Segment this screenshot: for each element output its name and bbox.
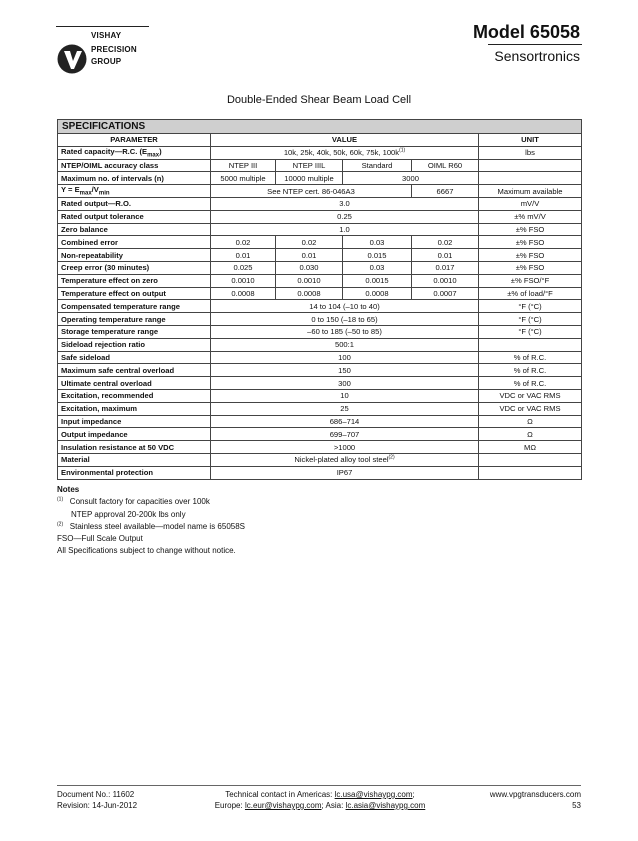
row-value: NTEP IIIL (276, 159, 343, 172)
page-number: 53 (572, 801, 581, 810)
row-value: Standard (343, 159, 412, 172)
footer-rule (57, 785, 581, 786)
row-unit: mV/V (479, 197, 582, 210)
note-2: $^{(2)}$ Stainless steel available—model name is 65058S (57, 521, 246, 531)
row-value: 0.03 (343, 236, 412, 249)
table-row (58, 313, 582, 326)
table-row (58, 364, 582, 377)
row-value: 1.0 (211, 223, 479, 236)
contact-line-1: Technical contact in Americas: lc.usa@vishaypg.com; (225, 790, 415, 799)
row-unit: Ω (479, 428, 582, 441)
revision-date: Revision: 14-Jun-2012 (57, 801, 138, 810)
table-row (58, 146, 582, 159)
row-value: 500:1 (211, 338, 479, 351)
row-unit: °F (°C) (479, 300, 582, 313)
row-label: Environmental protection (58, 466, 211, 479)
row-value: 0.0015 (343, 274, 412, 287)
website-link[interactable]: www.vpgtransducers.com (489, 790, 581, 799)
table-row (58, 441, 582, 454)
vishay-logo-icon (57, 44, 87, 74)
row-label: Safe sideload (58, 351, 211, 364)
footer-center (180, 789, 460, 811)
table-row (58, 300, 582, 313)
table-row (58, 287, 582, 300)
row-value: 699–707 (211, 428, 479, 441)
row-unit: Ω (479, 415, 582, 428)
row-value: 0.01 (211, 249, 276, 262)
row-value: 10k, 25k, 40k, 50k, 60k, 75k, $100k^{(1)}$ (211, 146, 479, 159)
row-value: 10 (211, 389, 479, 402)
table-row (58, 466, 582, 479)
row-label: Material (58, 453, 211, 466)
table-row (58, 185, 582, 198)
table-row (58, 197, 582, 210)
contact-line-2: Europe: lc.eur@vishaypg.com; Asia: lc.asia@vishaypg.com (214, 801, 426, 810)
email-link-asia[interactable]: lc.asia@vishaypg.com (345, 801, 426, 810)
footer-left (57, 789, 137, 811)
row-unit: lbs (479, 146, 582, 159)
table-row (58, 223, 582, 236)
table-row (58, 274, 582, 287)
table-row (58, 377, 582, 390)
row-unit (479, 338, 582, 351)
row-value: 0.0010 (211, 274, 276, 287)
row-label: Non-repeatability (58, 249, 211, 262)
col-header-unit: UNIT (479, 134, 582, 147)
row-value: 6667 (412, 185, 479, 198)
note-1: $^{(1)}$ Consult factory for capacities over 100k (57, 496, 210, 507)
header-rule (488, 44, 582, 45)
row-unit (479, 466, 582, 479)
row-value: 0.0010 (276, 274, 343, 287)
row-value: OIML R60 (412, 159, 479, 172)
table-row (58, 261, 582, 274)
row-label: Combined error (58, 236, 211, 249)
table-row (58, 172, 582, 185)
row-value: Nickel-plated alloy tool steel$^{(2)}$ (211, 453, 479, 466)
row-value: 14 to 104 (–10 to 40) (211, 300, 479, 313)
row-value: 300 (211, 377, 479, 390)
row-value: 0.025 (211, 261, 276, 274)
product-caption: Double-Ended Shear Beam Load Cell (226, 94, 412, 106)
row-label: Creep error (30 minutes) (58, 261, 211, 274)
table-row (58, 402, 582, 415)
row-label: Insulation resistance at 50 VDC (58, 441, 211, 454)
page-subtitle: Sensortronics (494, 48, 580, 64)
row-value: 0.02 (276, 236, 343, 249)
table-row (58, 389, 582, 402)
row-value: 0.02 (211, 236, 276, 249)
document-number: Document No.: 11602 (57, 790, 135, 799)
row-value: 0.25 (211, 210, 479, 223)
column-header-row (58, 134, 582, 147)
row-label: Input impedance (58, 415, 211, 428)
col-header-parameter: PARAMETER (58, 134, 211, 147)
logo-company-line2: PRECISION (91, 45, 137, 54)
row-value: 0.0010 (412, 274, 479, 287)
email-link-americas[interactable]: lc.usa@vishaypg.com (334, 790, 413, 799)
row-label: Rated output—R.O. (58, 197, 211, 210)
row-unit: % of R.C. (479, 351, 582, 364)
row-value: 5000 multiple (211, 172, 276, 185)
row-label: Temperature effect on zero (58, 274, 211, 287)
row-value: 0.0008 (343, 287, 412, 300)
row-unit: ±% FSO (479, 223, 582, 236)
note-disclaimer: All Specifications subject to change without notice. (57, 546, 236, 556)
table-row (58, 338, 582, 351)
row-value: 0.0007 (412, 287, 479, 300)
notes-section (57, 484, 245, 558)
row-label: Operating temperature range (58, 313, 211, 326)
row-value: 0 to 150 (–18 to 65) (211, 313, 479, 326)
notes-heading: Notes (57, 485, 80, 494)
row-value: 0.02 (412, 236, 479, 249)
row-value: See NTEP cert. 86-046A3 (211, 185, 412, 198)
row-label: Output impedance (58, 428, 211, 441)
table-row (58, 428, 582, 441)
row-value: 0.01 (412, 249, 479, 262)
row-label: Storage temperature range (58, 325, 211, 338)
logo-company-line1: VISHAY (91, 31, 122, 40)
row-value: IP67 (211, 466, 479, 479)
row-unit: °F (°C) (479, 325, 582, 338)
table-row (58, 325, 582, 338)
row-label: Maximum no. of intervals (n) (58, 172, 211, 185)
note-fso: FSO—Full Scale Output (57, 534, 143, 544)
row-label: Rated output tolerance (58, 210, 211, 223)
row-value: –60 to 185 (–50 to 85) (211, 325, 479, 338)
col-header-value: VALUE (211, 134, 479, 147)
row-unit (479, 159, 582, 172)
note-1-line2: NTEP approval 20-200k lbs only (71, 509, 186, 519)
row-unit: ±% FSO/°F (479, 274, 582, 287)
table-row (58, 453, 582, 466)
row-unit: ±% FSO (479, 249, 582, 262)
row-value: 150 (211, 364, 479, 377)
row-label: Maximum safe central overload (58, 364, 211, 377)
row-unit: % of R.C. (479, 377, 582, 390)
row-value: 3000 (343, 172, 479, 185)
row-unit: °F (°C) (479, 313, 582, 326)
row-unit: Maximum available (479, 185, 582, 198)
table-row (58, 415, 582, 428)
row-unit: VDC or VAC RMS (479, 402, 582, 415)
row-value: 0.017 (412, 261, 479, 274)
email-link-europe[interactable]: lc.eur@vishaypg.com (244, 801, 322, 810)
table-row (58, 210, 582, 223)
row-label: Temperature effect on output (58, 287, 211, 300)
row-unit: ±% FSO (479, 236, 582, 249)
row-label: Ultimate central overload (58, 377, 211, 390)
footer-right (490, 789, 581, 811)
row-value: >1000 (211, 441, 479, 454)
specifications-table (57, 119, 582, 480)
row-value: NTEP III (211, 159, 276, 172)
row-label: Excitation, maximum (58, 402, 211, 415)
row-label: NTEP/OIML accuracy class (58, 159, 211, 172)
row-unit (479, 453, 582, 466)
row-label: Rated capacity—R.C. $(E_{max})$ (58, 146, 211, 159)
row-value: 0.03 (343, 261, 412, 274)
row-unit: ±% mV/V (479, 210, 582, 223)
table-row (58, 249, 582, 262)
row-value: 686–714 (211, 415, 479, 428)
logo-top-rule (56, 26, 149, 27)
row-unit: MΩ (479, 441, 582, 454)
table-row (58, 236, 582, 249)
row-value: 0.030 (276, 261, 343, 274)
page-title: Model 65058 (472, 22, 580, 42)
row-value: 0.0008 (276, 287, 343, 300)
spec-heading: SPECIFICATIONS (58, 120, 582, 134)
row-value: 0.015 (343, 249, 412, 262)
table-row (58, 351, 582, 364)
row-value: 25 (211, 402, 479, 415)
row-unit: ±% FSO (479, 261, 582, 274)
row-label: Excitation, recommended (58, 389, 211, 402)
spec-heading-row (58, 120, 582, 134)
row-label: Compensated temperature range (58, 300, 211, 313)
row-value: 3.0 (211, 197, 479, 210)
table-row (58, 159, 582, 172)
row-unit: ±% of load/°F (479, 287, 582, 300)
row-value: 10000 multiple (276, 172, 343, 185)
row-value: 0.0008 (211, 287, 276, 300)
row-unit: VDC or VAC RMS (479, 389, 582, 402)
logo-company-line3: GROUP (91, 57, 122, 66)
row-label: Sideload rejection ratio (58, 338, 211, 351)
row-value: 0.01 (276, 249, 343, 262)
row-label: Zero balance (58, 223, 211, 236)
row-unit: % of R.C. (479, 364, 582, 377)
row-value: 100 (211, 351, 479, 364)
row-label: $Y = E_{max}/V_{min}$ (58, 185, 211, 198)
row-unit (479, 172, 582, 185)
